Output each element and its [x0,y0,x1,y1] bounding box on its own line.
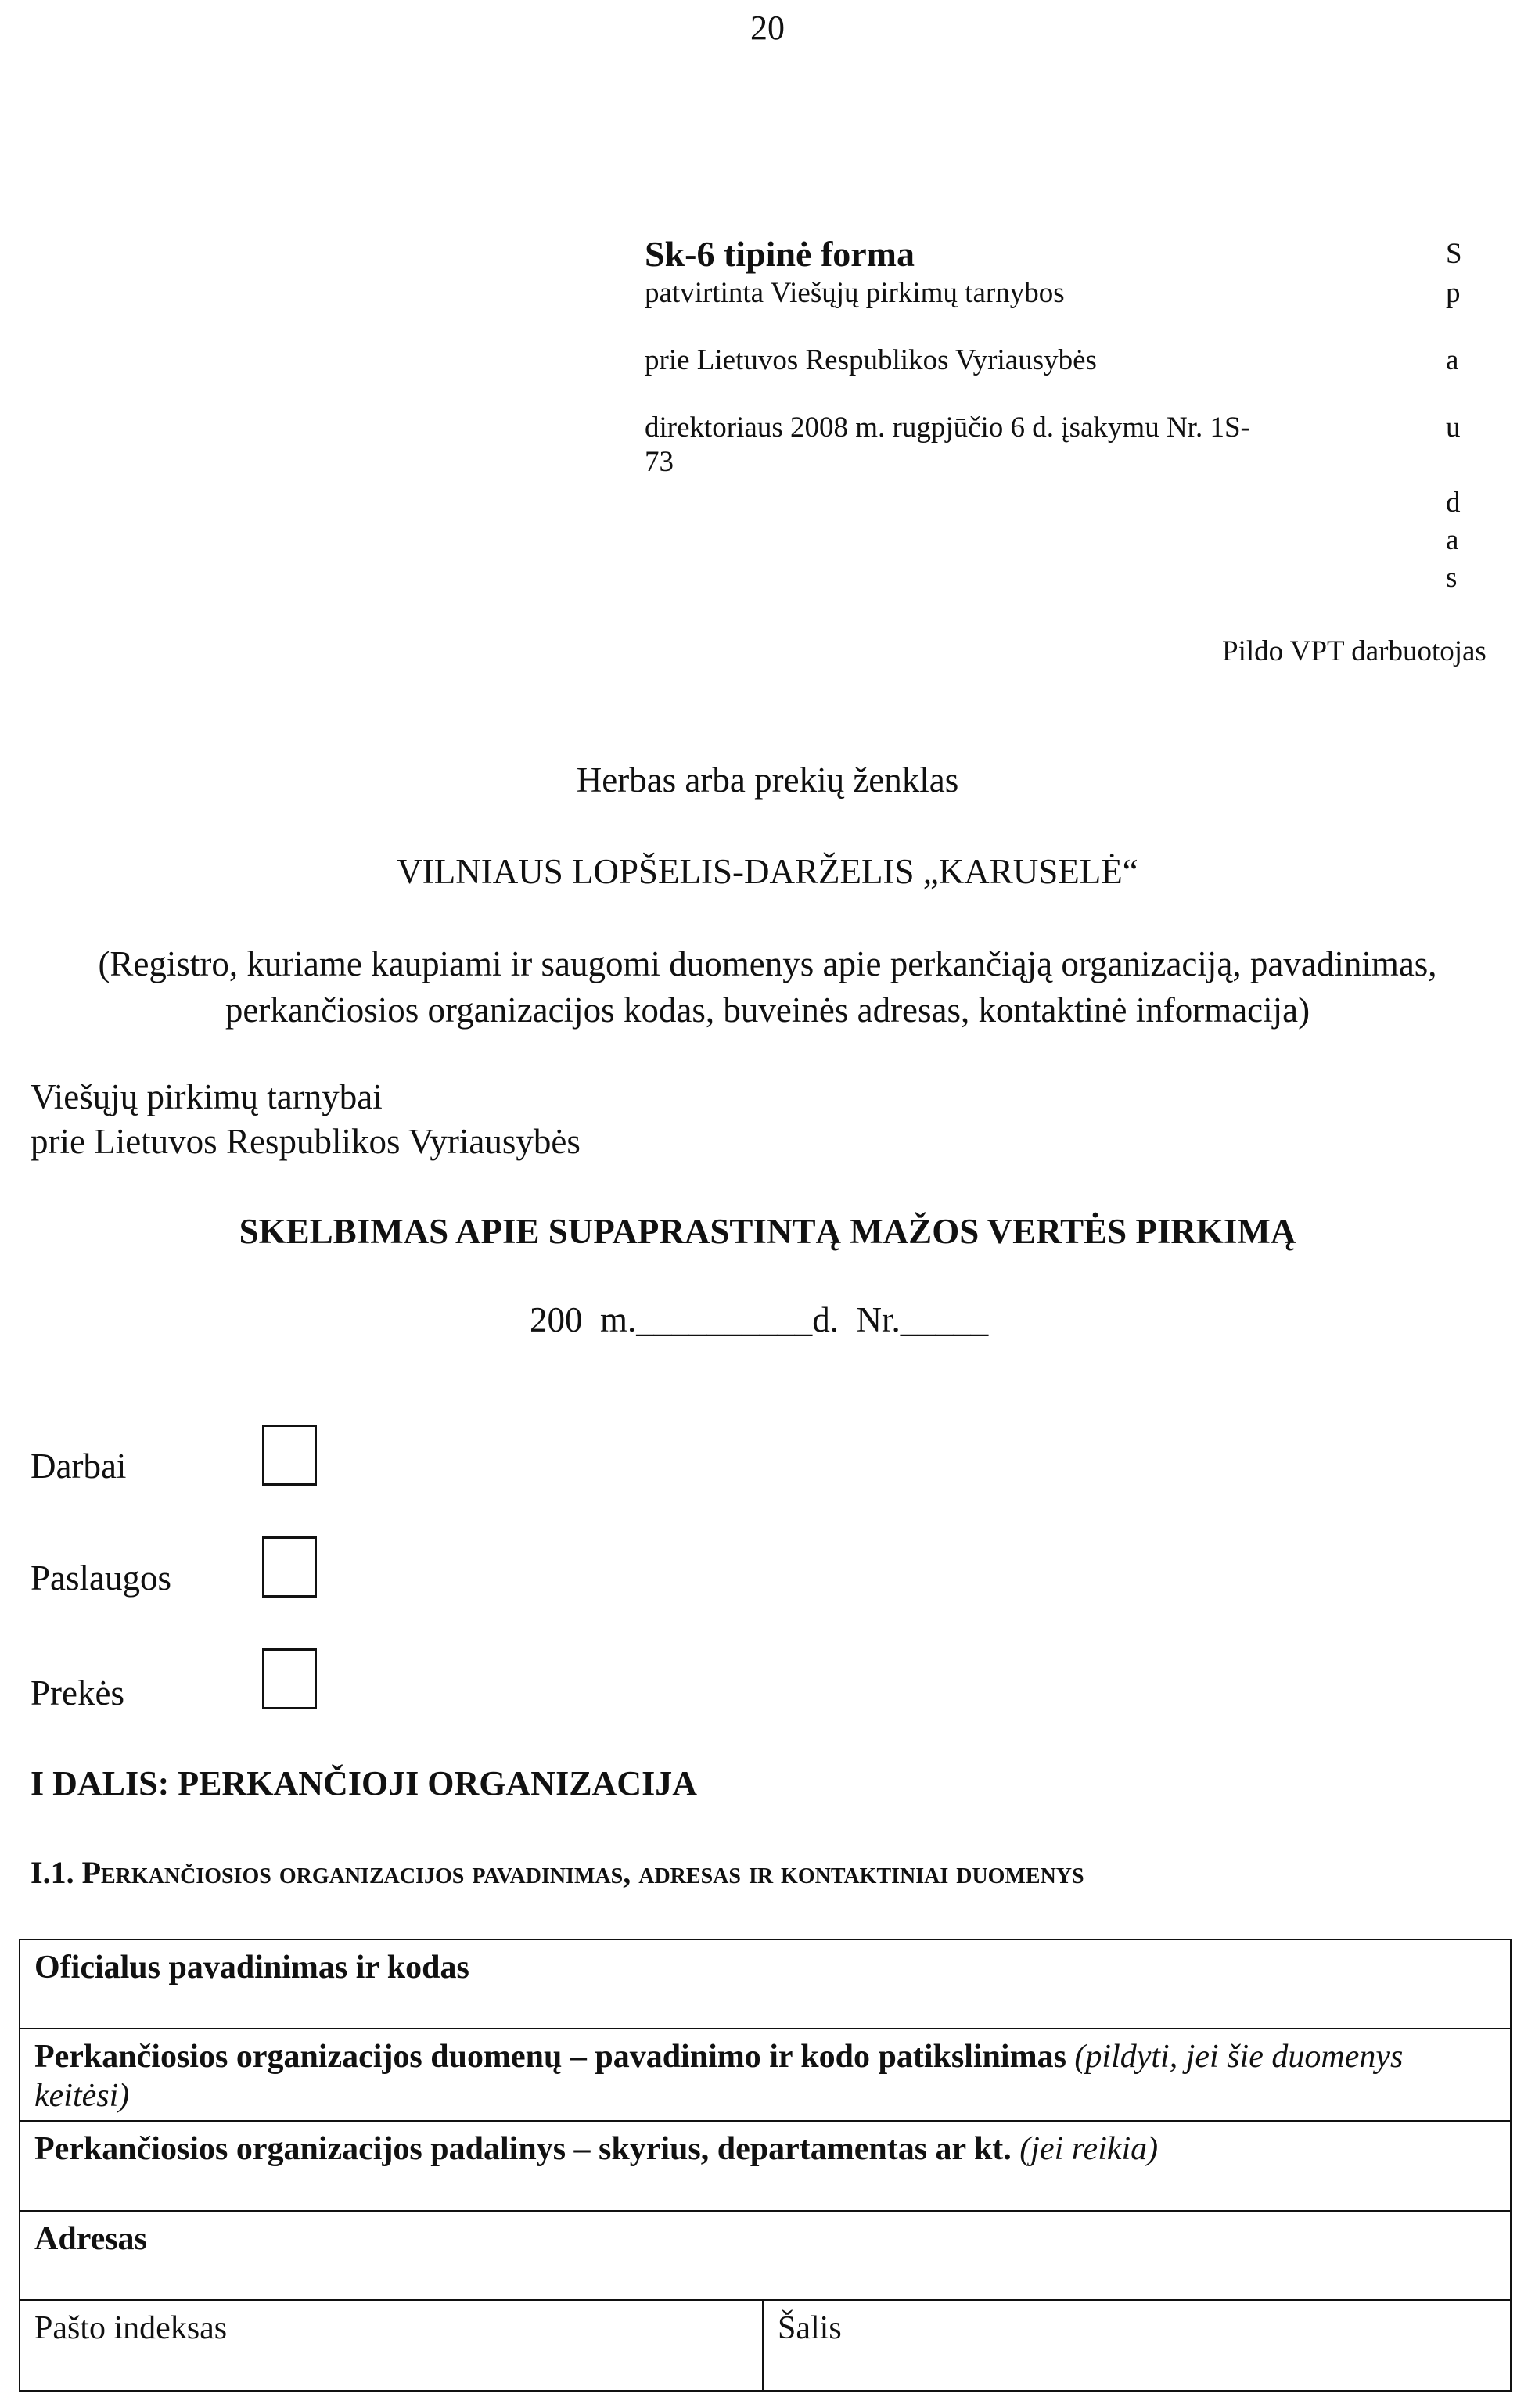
filled-by-label: Pildo VPT darbuotojas [1222,635,1486,667]
postal-code-field[interactable] [19,2299,764,2392]
stamp-letter: s [1446,562,1458,594]
data-clarification-label [34,2037,1490,2116]
form-approval-line: prie Lietuvos Respublikos Vyriausybės [645,344,1097,376]
stamp-letter: S [1446,238,1462,270]
part-title: I DALIS: PERKANČIOJI ORGANIZACIJA [31,1764,697,1802]
works-checkbox[interactable] [262,1425,317,1486]
official-name-field[interactable] [19,1939,1512,2029]
division-note: (jei reikia) [1019,2131,1159,2167]
recipient-line: Viešųjų pirkimų tarnybai [31,1077,383,1116]
stamp-letter: u [1446,412,1461,444]
type-label-works: Darbai [31,1447,127,1486]
date-number-line: 200 m.__________d. Nr._____ [530,1300,989,1339]
emblem-label: Herbas arba prekių ženklas [576,760,959,800]
goods-checkbox[interactable] [262,1648,317,1709]
form-title: Sk-6 tipinė forma [645,234,915,274]
stamp-letter: d [1446,487,1461,519]
type-label-services: Paslaugos [31,1558,171,1598]
form-approval-line: patvirtinta Viešųjų pirkimų tarnybos [645,277,1065,309]
organization-name: VILNIAUS LOPŠELIS-DARŽELIS „KARUSELĖ“ [397,852,1138,891]
type-label-goods: Prekės [31,1673,124,1713]
data-clarification-field[interactable] [19,2028,1512,2122]
services-checkbox[interactable] [262,1536,317,1598]
address-field[interactable] [19,2210,1512,2301]
address-label: Adresas [34,2221,147,2257]
stamp-letter: a [1446,524,1459,556]
stamp-letter: a [1446,344,1459,376]
registry-note: (Registro, kuriame kaupiami ir saugomi duomenys apie perkančiąją organizaciją, pavadinimas, [98,944,1437,983]
data-clarification-note: (pildyti, jei šie duomenys keitėsi) [34,2039,1404,2115]
postal-code-label: Pašto indeksas [34,2310,228,2346]
page-number: 20 [750,9,785,47]
stamp-letter: p [1446,277,1461,309]
recipient-line: prie Lietuvos Respublikos Vyriausybės [31,1122,581,1161]
division-field[interactable] [19,2120,1512,2212]
division-text: Perkančiosios organizacijos padalinys – skyrius, departamentas ar kt. [34,2131,1012,2167]
country-field[interactable] [762,2299,1512,2392]
official-name-label: Oficialus pavadinimas ir kodas [34,1950,469,1986]
form-approval-line: 73 [645,446,674,478]
form-approval-line: direktoriaus 2008 m. rugpjūčio 6 d. įsakymu Nr. 1S- [645,412,1250,444]
section-title: I.1. Perkančiosios organizacijos pavadinimas, adresas ir kontaktiniai duomenys [31,1855,1084,1890]
notice-title: SKELBIMAS APIE SUPAPRASTINTĄ MAŽOS VERTĖS PIRKIMĄ [239,1212,1296,1251]
registry-note: perkančiosios organizacijos kodas, buveinės adresas, kontaktinė informacija) [225,990,1310,1030]
division-label [34,2129,1490,2169]
country-label: Šalis [778,2310,842,2346]
data-clarification-text: Perkančiosios organizacijos duomenų – pavadinimo ir kodo patikslinimas [34,2039,1066,2075]
